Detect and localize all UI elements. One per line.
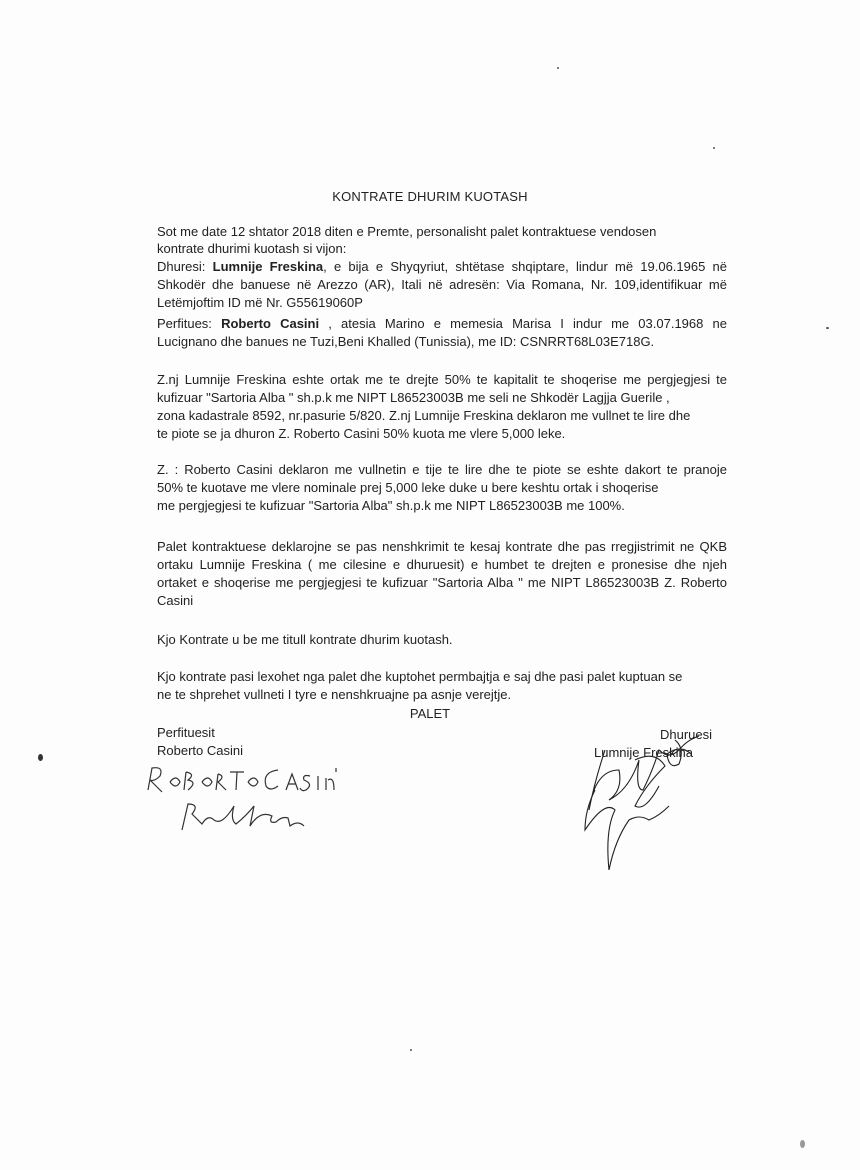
left-signature [140,760,340,835]
line-text: Kjo kontrate pasi lexohet nga palet dhe kuptohet permbajtja e saj dhe pasi palet kuptuan se [157,669,683,684]
document-line [157,539,727,555]
line-text: Sot me date 12 shtator 2018 diten e Premte, personalisht palet kontraktuese vendosen [157,224,657,239]
left-party-role: Perfituesit [157,725,215,740]
line-text: ortaket e shoqerise me pergjegjesi te kufizuar "Sartoria Alba " me NIPT L86523003B Z. Roberto [157,575,727,590]
left-party-name: Roberto Casini [157,743,243,758]
right-party-role: Dhuruesi [660,727,713,742]
document-title: KONTRATE DHURIM KUOTASH [332,189,528,204]
document-line [157,480,727,496]
line-text: Palet kontraktuese deklarojne se pas nenshkrimit te kesaj kontrate dhe pas rregjistrimit ne QKB [157,539,727,554]
line-text: 50% te kuotave me vlere nominale prej 5,000 leke duke u bere keshtu ortak i shoqerise [157,480,659,495]
line-text: , atesia Marino e memesia Marisa I indur me 03.07.1968 ne [319,316,727,331]
document-line [157,372,727,388]
document-line [157,408,727,424]
line-text: Z.nj Lumnije Freskina eshte ortak me te drejte 50% te kapitalit te shoqerise me pergjegjesi te [157,372,727,387]
line-text: Shkodër dhe banuese në Arezzo (AR), Itali në adresën: Via Romana, Nr. 109,identifikuar më [157,277,727,292]
document-line [157,390,727,406]
line-text: ortaku Lumnije Freskina ( me cilesine e dhuruesit) e humbet te drejten e pronesise dhe njeh [157,557,727,572]
document-line [157,295,727,311]
document-line [157,334,727,350]
document-line [157,557,727,573]
right-party-name: Lumnije Freskina [594,745,693,760]
document-line [157,632,727,648]
document-line [157,593,727,609]
parties-heading: PALET [409,706,451,721]
document-line [157,426,727,442]
line-text: , e bija e Shyqyriut, shtëtase shqiptare, lindur më 19.06.1965 në [323,259,727,274]
document-line [157,241,727,257]
line-text: Z. : Roberto Casini deklaron me vullnetin e tije te lire dhe te piote se eshte dakort te pranoje [157,462,727,477]
line-text: Letëmjoftim ID më Nr. G55619060P [157,295,363,310]
document-line [157,575,727,591]
line-text: te piote se ja dhuron Z. Roberto Casini 50% kuota me vlere 5,000 leke. [157,426,566,441]
line-text: Lucignano dhe banues ne Tuzi,Beni Khalled (Tunissia), me ID: CSNRRT68L03E718G. [157,334,655,349]
line-text: kufizuar "Sartoria Alba " sh.p.k me NIPT L86523003B me seli ne Shkodër Lagjja Guerile , [157,390,670,405]
document-line [157,687,727,703]
document-line [157,316,727,332]
party-name: Lumnije Freskina [212,259,324,274]
document-line [157,259,727,275]
document-line [157,462,727,478]
line-text: Kjo Kontrate u be me titull kontrate dhurim kuotash. [157,632,453,647]
line-text: ne te shprehet vullneti I tyre e nenshkruajne pa asnje verejtje. [157,687,512,702]
party-name: Roberto Casini [221,316,320,331]
line-text: zona kadastrale 8592, nr.pasurie 5/820. Z.nj Lumnije Freskina deklaron me vullnet te lire dhe [157,408,691,423]
line-text: kontrate dhurimi kuotash si vijon: [157,241,347,256]
document-line [157,224,727,240]
line-text: Casini [157,593,194,608]
document-line [157,669,727,685]
line-label: Perfitues: [157,316,222,331]
document-line [157,498,727,514]
right-signature [575,730,705,870]
line-text: me pergjegjesi te kufizuar "Sartoria Alba" sh.p.k me NIPT L86523003B me 100%. [157,498,625,513]
document-line [157,277,727,293]
line-label: Dhuresi: [157,259,213,274]
